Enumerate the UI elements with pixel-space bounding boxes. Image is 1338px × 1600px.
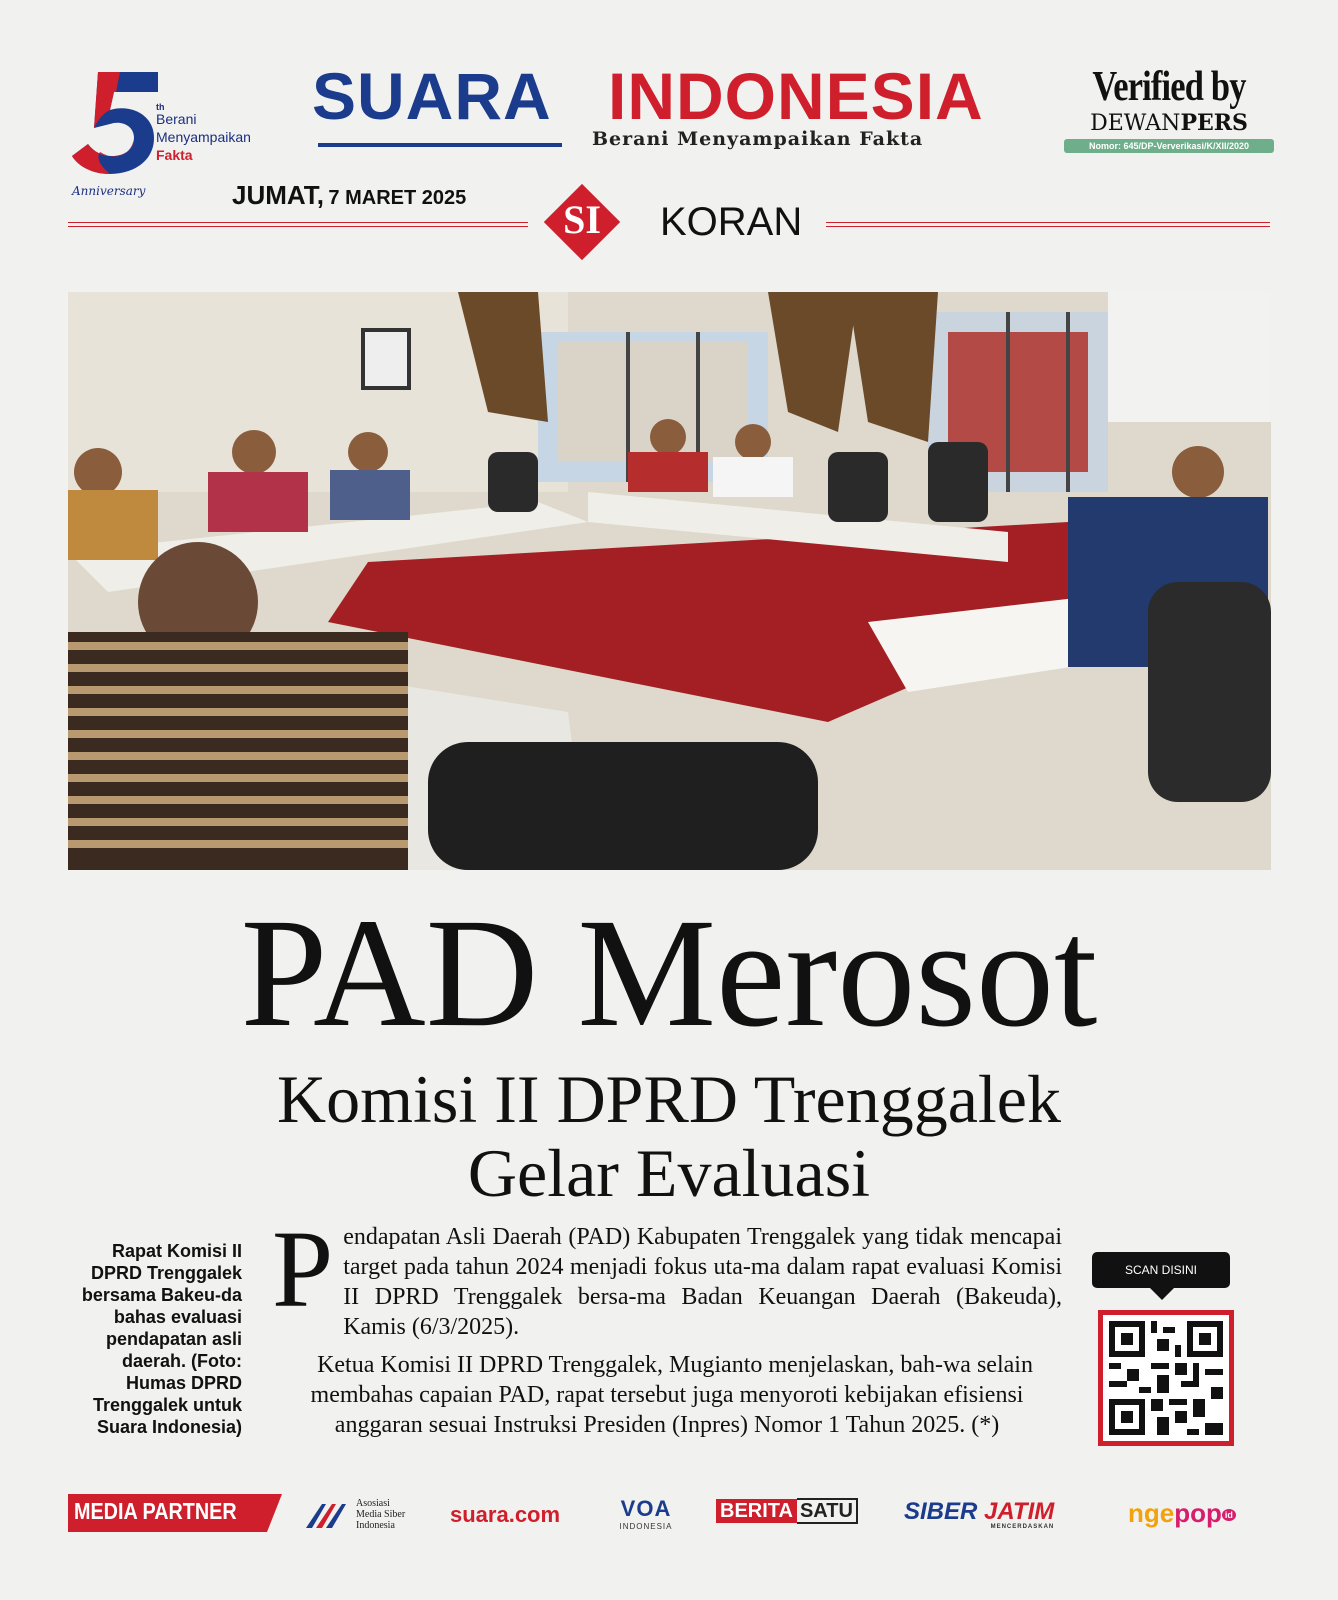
verified-badge-block — [1064, 64, 1274, 153]
scan-arrow-icon — [1150, 1288, 1174, 1300]
red-rule-right — [826, 222, 1270, 227]
amsi-line3: Indonesia — [356, 1520, 395, 1531]
dewan-pers-a: DEWAN — [1090, 111, 1181, 136]
ngepop-c: id — [1222, 1509, 1236, 1521]
dewan-pers-logo — [1064, 110, 1274, 137]
partner-suara-logo: suara.com — [450, 1502, 561, 1527]
masthead-tagline: Berani Menyampaikan Fakta — [592, 128, 924, 150]
anniversary-line1: Berani — [156, 111, 197, 127]
subheadline-line2: Gelar Evaluasi — [467, 1135, 871, 1211]
si-diamond-logo — [544, 184, 620, 260]
article-photo — [68, 292, 1271, 870]
anniversary-suffix: th — [156, 102, 165, 112]
issue-date-day: JUMAT, — [232, 180, 324, 210]
article-body — [272, 1208, 1062, 1440]
partner-ngepop-logo — [1128, 1498, 1236, 1529]
drop-cap: P — [272, 1208, 334, 1330]
masthead-title-indonesia: INDONESIA — [608, 59, 984, 133]
article-paragraph-2: Ketua Komisi II DPRD Trenggalek, Mugianto menjelaskan, bah-wa selain membahas capaian PAD, rapat tersebut juga menyoroti kebijakan efisiensi anggaran sesuai Instruksi Presiden (Inpres) Nomor 1 Tahun 2025. (*) — [310, 1352, 1033, 1438]
red-rule-left — [68, 222, 528, 227]
anniversary-script: Anniversary — [72, 184, 146, 198]
issue-date — [232, 180, 466, 211]
partner-beritasatu-logo — [716, 1500, 858, 1526]
partner-amsi-logo — [304, 1496, 434, 1536]
qr-code[interactable] — [1098, 1310, 1234, 1446]
edition-label: KORAN — [660, 200, 803, 244]
headline: PAD Merosot — [240, 886, 1098, 1059]
qr-code-icon — [1103, 1315, 1229, 1441]
article-paragraph-1: endapatan Asli Daerah (PAD) Kabupaten Trenggalek yang tidak mencapai target pada tahun 2024 menjadi fokus uta-ma dalam rapat evaluasi Komisi II DPRD Trenggalek bersa-ma Badan Keuangan Daerah (Bakeuda), Kamis (6/3/2025). — [343, 1224, 1062, 1340]
berita-text: BERITA — [716, 1499, 797, 1523]
amsi-icon — [304, 1500, 354, 1530]
subheadline-line1: Komisi II DPRD Trenggalek — [277, 1061, 1061, 1137]
photo-caption: Rapat Komisi II DPRD Trenggalek bersama Bakeu-da bahas evaluasi pendapatan asli daerah. (Foto: Humas DPRD Trenggalek untuk Suara Indonesia) — [81, 1241, 242, 1437]
si-logo-text: SI — [563, 197, 601, 242]
voa-sub: INDONESIA — [619, 1522, 673, 1531]
ngepop-a: nge — [1128, 1498, 1175, 1528]
scan-label: SCAN DISINI — [1092, 1252, 1230, 1288]
subheadline — [0, 1062, 1338, 1210]
anniversary-line3: Fakta — [156, 147, 193, 163]
jatim-text: JATIM — [984, 1498, 1055, 1525]
satu-text: SATU — [797, 1498, 858, 1524]
masthead-title-suara: SUARA — [312, 59, 552, 133]
partner-siberjatim-logo — [904, 1498, 1055, 1530]
amsi-text — [356, 1498, 405, 1531]
anniversary-line2: Menyampaikan — [156, 129, 251, 145]
media-partner-label — [68, 1494, 282, 1532]
meeting-room-photo-image — [68, 292, 1271, 870]
amsi-line2: Media Siber — [356, 1509, 406, 1520]
masthead-blue-rule — [318, 143, 562, 147]
dewan-pers-b: PERS — [1180, 110, 1248, 136]
verification-number: Nomor: 645/DP-Ververikasi/K/XII/2020 — [1064, 139, 1274, 153]
verified-title: Verified by — [1092, 64, 1246, 110]
amsi-line1: Asosiasi — [356, 1498, 390, 1509]
partner-voa-logo — [614, 1496, 678, 1531]
voa-text: VOA — [620, 1496, 672, 1521]
media-partner-label-text: MEDIA PARTNER — [74, 1498, 237, 1524]
siber-text: SIBER — [904, 1498, 978, 1525]
siber-sub: MENCERDASKAN — [990, 1524, 1055, 1530]
anniversary-five-icon — [70, 66, 162, 176]
issue-date-rest: 7 MARET 2025 — [328, 187, 467, 209]
ngepop-b: pop — [1174, 1498, 1222, 1528]
